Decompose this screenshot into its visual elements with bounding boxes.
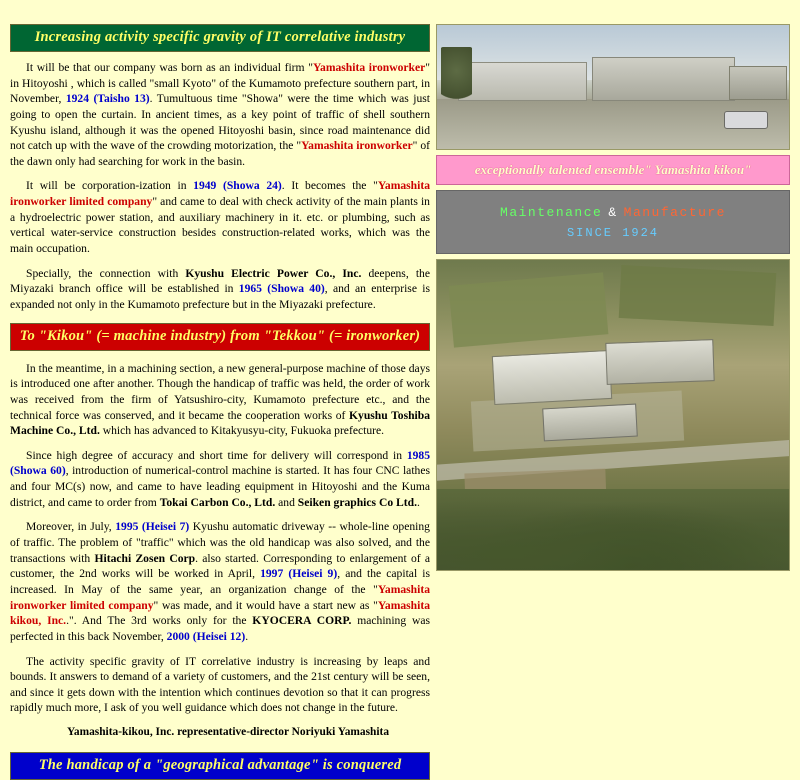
factory-aerial-photo bbox=[436, 259, 790, 571]
aerial-treeline bbox=[437, 489, 789, 570]
section-1-paragraph bbox=[10, 266, 430, 313]
section-2-run: Kyushu automatic driveway -- whole-line opening of traffic. The problem of "traffic" which was the old handicap was also solved, and the transactions with bbox=[10, 520, 430, 565]
section-1-run: Yamashita ironworker bbox=[301, 139, 413, 153]
heading-banner-it-industry bbox=[10, 24, 430, 52]
section-2-run: machining was perfected in this back November, bbox=[10, 614, 430, 643]
section-2-run: , and the capital is increased. In May of the same year, an organization change of the " bbox=[10, 567, 430, 596]
section-1-run: 1949 (Showa 24) bbox=[193, 179, 282, 193]
section-1-run: Specially, the connection with bbox=[26, 266, 186, 280]
section-1-run: . It becomes the " bbox=[281, 179, 378, 193]
photo-building-center bbox=[592, 57, 735, 101]
section-1-run: . Tumultuous time "Showa" were the time which was just going to open the curtain. In ancient times, as a key point of traffic of shell southern Kyushu island, although it was the opened Hitoyoshi basin, since road maintenance did not catch up with the wave of the crowding motorization, the " bbox=[10, 92, 430, 153]
section-2-run: . also started. Corresponding to enlargement of a customer, the 2nd works will be worked in April, bbox=[10, 551, 430, 581]
section-2-run: Since high degree of accuracy and short time for delivery will correspond in bbox=[26, 448, 407, 462]
section-1-run: 1965 (Showa 40) bbox=[238, 282, 325, 296]
section-1-run: " of the dawn only had searching for work in the basin. bbox=[10, 139, 430, 168]
left-column bbox=[10, 24, 431, 774]
signature-line: Yamashita-kikou, Inc. representative-director Noriyuki Yamashita bbox=[66, 726, 390, 739]
section-2-run: Yamashita kikou, Inc. bbox=[10, 598, 430, 628]
section-2-run: KYOCERA CORP. bbox=[252, 614, 352, 628]
section-2-run: In the meantime, in a machining section, a new general-purpose machine of those days is introduced one after another. Though the handicap of traffic was held, the order of work was received from the firm of Yatsushiro-city, Kumamoto prefecture etc., and the technical force was conserved, and it became the cooperation works of bbox=[10, 361, 430, 422]
section-2-run: which has advanced to Kitakyusyu-city, Fukuoka prefecture. bbox=[99, 424, 385, 438]
heading-banner-kikou bbox=[10, 323, 430, 351]
section-2-text bbox=[10, 361, 430, 741]
section-2-run: The activity specific gravity of IT correlative industry is increasing by leaps and bounds. It answers to demand of a variety of customers, and the 21st century will be seen, and since it gets down with the intention which continues devotion so that it can progress rapidly much more, I ask of you well guidance which does not change in the future. bbox=[10, 654, 430, 715]
since-label: SINCE 1924 bbox=[566, 225, 659, 240]
heading-banner-it-industry-label: Increasing activity specific gravity of IT correlative industry bbox=[34, 29, 406, 45]
photo-building-right bbox=[729, 66, 787, 100]
maintenance-manufacture-line bbox=[500, 205, 726, 220]
section-1-run: , and an enterprise is expanded not only in the Kumamoto prefecture but in the Miyazaki prefecture. bbox=[10, 282, 430, 311]
section-2-paragraph bbox=[10, 519, 430, 644]
section-2-run: Seiken graphics Co Ltd. bbox=[297, 495, 417, 509]
maintenance-label: Maintenance bbox=[500, 204, 603, 220]
section-2-run: . bbox=[416, 495, 420, 509]
heading-banner-kikou-label: To "Kikou" (= machine industry) from "Tekkou" (= ironworker) bbox=[19, 327, 421, 344]
aerial-building-1 bbox=[492, 350, 613, 405]
section-1-run: " and came to deal with check activity of the main plants in a hydroelectric power station, and auxiliary machinery in it. etc. or plumbing, such as vertical water-service construction besides construction-related works, which was the main occupation. bbox=[10, 195, 430, 256]
right-column bbox=[436, 24, 790, 571]
section-2-run: 1985 (Showa 60) bbox=[10, 448, 430, 478]
section-2-run: Moreover, in July, bbox=[26, 520, 116, 534]
aerial-building-2 bbox=[605, 339, 714, 385]
section-2-run: " was made, and it would have a start new as " bbox=[153, 598, 378, 612]
section-2-run: . bbox=[245, 629, 249, 643]
aerial-building-3 bbox=[542, 403, 637, 441]
heading-banner-handicap bbox=[10, 752, 430, 780]
company-tagline-band bbox=[436, 155, 790, 185]
section-1-run: 1924 (Taisho 13) bbox=[65, 92, 150, 106]
aerial-field-left bbox=[449, 272, 609, 347]
section-1-run: " in Hitoyoshi , which is called "small Kyoto" of the Kumamoto prefecture southern part, in November, bbox=[10, 61, 430, 106]
section-2-run: Yamashita ironworker limited company bbox=[10, 582, 430, 612]
aerial-field-right bbox=[619, 265, 776, 326]
section-2-run: and bbox=[275, 495, 298, 509]
company-tagline-label: exceptionally talented ensemble" Yamashita kikou" bbox=[474, 162, 752, 177]
section-1-run: Yamashita ironworker bbox=[312, 61, 426, 74]
section-2-run: 1997 (Heisei 9) bbox=[260, 567, 338, 581]
manufacture-label: Manufacture bbox=[623, 204, 726, 220]
section-1-paragraph bbox=[10, 178, 430, 256]
section-2-run: , introduction of numerical-control machine is started. It has four CNC lathes and four MC(s) now, and came to have leading equipment in Hitoyoshi and the Kuma district, and came to order from bbox=[10, 464, 431, 509]
photo-building-left bbox=[458, 62, 587, 101]
section-1-run: deepens, the Miyazaki branch office will be established in bbox=[10, 266, 430, 296]
ampersand-label: & bbox=[608, 204, 618, 220]
section-1-run: Yamashita ironworker limited company bbox=[10, 179, 430, 209]
section-1-run: It will be that our company was born as an individual firm " bbox=[26, 61, 313, 74]
section-2-run: Kyushu Toshiba Machine Co., Ltd. bbox=[10, 408, 430, 438]
section-2-paragraph bbox=[10, 361, 430, 439]
section-2-run: Tokai Carbon Co., Ltd. bbox=[159, 495, 276, 509]
photo-car bbox=[724, 111, 768, 129]
section-2-run: 2000 (Heisei 12) bbox=[166, 629, 246, 643]
section-2-run: Hitachi Zosen Corp bbox=[94, 551, 196, 565]
heading-banner-handicap-label: The handicap of a "geographical advantage" is conquered bbox=[38, 757, 402, 774]
section-1-run: Kyushu Electric Power Co., Inc. bbox=[185, 266, 362, 280]
section-2-run: 1995 (Heisei 7) bbox=[115, 520, 190, 534]
maintenance-manufacture-band bbox=[436, 190, 790, 254]
section-1-paragraph bbox=[10, 60, 430, 169]
section-2-run: .". And The 3rd works only for the bbox=[66, 614, 253, 628]
photo-tree bbox=[441, 47, 473, 107]
section-1-run: It will be corporation-ization in bbox=[26, 179, 194, 193]
section-1-text bbox=[10, 60, 430, 313]
factory-exterior-photo bbox=[436, 24, 790, 150]
section-2-paragraph bbox=[10, 448, 430, 511]
section-2-paragraph bbox=[10, 654, 430, 717]
